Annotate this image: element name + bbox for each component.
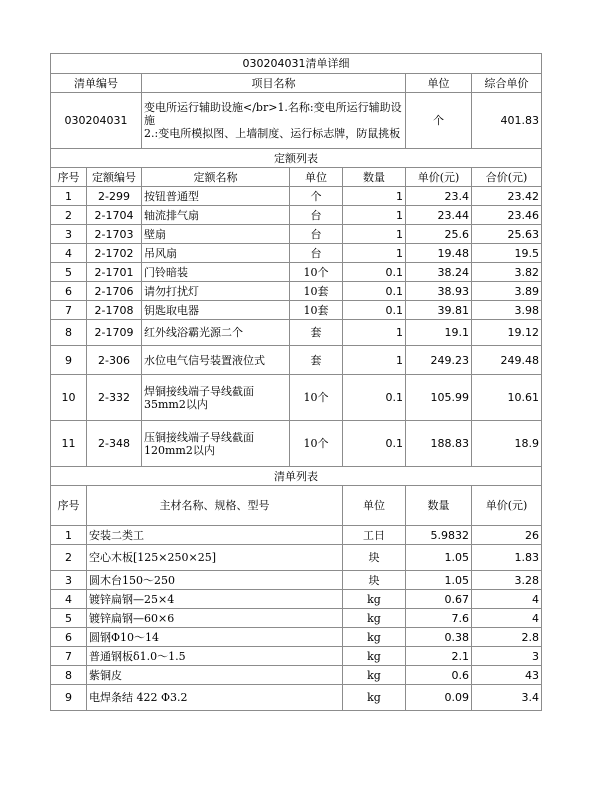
quota-row	[51, 225, 542, 244]
quota-qty: 1	[343, 244, 406, 263]
quota-price: 23.44	[406, 206, 472, 225]
quota-code: 2-1708	[87, 301, 142, 320]
page-title: 030204031清单详细	[51, 54, 542, 74]
quota-name: 焊铜接线端子导线截面35mm2以内	[142, 375, 290, 421]
material-name: 空心木板[125×250×25]	[87, 545, 343, 571]
material-price: 3	[472, 647, 542, 666]
item-header-row	[51, 74, 542, 93]
quota-row	[51, 301, 542, 320]
quota-rows	[51, 187, 542, 467]
quota-name: 按钮普通型	[142, 187, 290, 206]
material-row	[51, 609, 542, 628]
quota-code: 2-306	[87, 346, 142, 375]
quota-name: 红外线浴霸光源二个	[142, 320, 290, 346]
quota-no: 2	[51, 206, 87, 225]
quota-name: 请勿打扰灯	[142, 282, 290, 301]
quota-no: 4	[51, 244, 87, 263]
material-price: 43	[472, 666, 542, 685]
title-row	[51, 54, 542, 74]
quota-price: 39.81	[406, 301, 472, 320]
material-qty: 0.38	[406, 628, 472, 647]
quota-price: 25.6	[406, 225, 472, 244]
quota-unit: 10套	[290, 301, 343, 320]
material-unit: kg	[343, 609, 406, 628]
material-unit: kg	[343, 628, 406, 647]
item-code: 030204031	[51, 93, 142, 149]
materials-col-no: 序号	[51, 486, 87, 526]
quota-code: 2-1706	[87, 282, 142, 301]
quota-unit: 套	[290, 346, 343, 375]
quota-code: 2-1702	[87, 244, 142, 263]
quota-code: 2-1703	[87, 225, 142, 244]
quota-code: 2-1709	[87, 320, 142, 346]
quota-code: 2-1704	[87, 206, 142, 225]
material-row	[51, 526, 542, 545]
material-price: 3.28	[472, 571, 542, 590]
quota-row	[51, 244, 542, 263]
quota-no: 9	[51, 346, 87, 375]
quota-qty: 1	[343, 206, 406, 225]
material-row	[51, 647, 542, 666]
quota-total: 18.9	[472, 421, 542, 467]
material-qty: 2.1	[406, 647, 472, 666]
quota-price: 105.99	[406, 375, 472, 421]
quota-col-qty: 数量	[343, 168, 406, 187]
material-no: 7	[51, 647, 87, 666]
quota-no: 3	[51, 225, 87, 244]
material-unit: kg	[343, 685, 406, 711]
quota-name: 门铃暗装	[142, 263, 290, 282]
material-no: 6	[51, 628, 87, 647]
material-no: 5	[51, 609, 87, 628]
material-name: 安装二类工	[87, 526, 343, 545]
materials-section-row	[51, 467, 542, 486]
quota-col-code: 定额编号	[87, 168, 142, 187]
item-unit: 个	[406, 93, 472, 149]
material-price: 4	[472, 590, 542, 609]
quota-code: 2-348	[87, 421, 142, 467]
quota-row	[51, 421, 542, 467]
col-header-name: 项目名称	[142, 74, 406, 93]
material-no: 3	[51, 571, 87, 590]
quota-unit: 10套	[290, 282, 343, 301]
material-price: 1.83	[472, 545, 542, 571]
materials-rows	[51, 526, 542, 711]
quota-name: 轴流排气扇	[142, 206, 290, 225]
quota-total: 23.46	[472, 206, 542, 225]
col-header-price: 综合单价	[472, 74, 542, 93]
material-unit: kg	[343, 666, 406, 685]
quota-name: 水位电气信号装置液位式	[142, 346, 290, 375]
quota-section-row	[51, 149, 542, 168]
quota-price: 19.1	[406, 320, 472, 346]
material-name: 普通钢板δ1.0～1.5	[87, 647, 343, 666]
quota-row	[51, 346, 542, 375]
quota-col-price: 单价(元)	[406, 168, 472, 187]
item-price: 401.83	[472, 93, 542, 149]
material-qty: 0.09	[406, 685, 472, 711]
quota-price: 23.4	[406, 187, 472, 206]
quota-total: 19.12	[472, 320, 542, 346]
item-row	[51, 93, 542, 149]
material-name: 镀锌扁钢—60×6	[87, 609, 343, 628]
quota-unit: 10个	[290, 263, 343, 282]
quota-price: 19.48	[406, 244, 472, 263]
quota-price: 249.23	[406, 346, 472, 375]
quota-code: 2-332	[87, 375, 142, 421]
material-qty: 0.6	[406, 666, 472, 685]
item-name: 变电所运行辅助设施</br>1.名称:变电所运行辅助设施 2.:变电所模拟图、上墙制度、运行标志牌，防鼠挑板	[142, 93, 406, 149]
materials-header-row	[51, 486, 542, 526]
material-qty: 7.6	[406, 609, 472, 628]
quota-qty: 0.1	[343, 301, 406, 320]
material-row	[51, 545, 542, 571]
quota-name: 壁扇	[142, 225, 290, 244]
material-price: 2.8	[472, 628, 542, 647]
material-unit: kg	[343, 647, 406, 666]
quota-unit: 台	[290, 206, 343, 225]
materials-col-qty: 数量	[406, 486, 472, 526]
quota-row	[51, 320, 542, 346]
quota-qty: 1	[343, 225, 406, 244]
quota-unit: 套	[290, 320, 343, 346]
material-name: 紫铜皮	[87, 666, 343, 685]
material-price: 26	[472, 526, 542, 545]
quota-no: 10	[51, 375, 87, 421]
quota-qty: 0.1	[343, 282, 406, 301]
quota-code: 2-1701	[87, 263, 142, 282]
quota-no: 8	[51, 320, 87, 346]
material-unit: kg	[343, 590, 406, 609]
quota-col-no: 序号	[51, 168, 87, 187]
quota-no: 11	[51, 421, 87, 467]
materials-col-unit: 单位	[343, 486, 406, 526]
quota-total: 25.63	[472, 225, 542, 244]
col-header-code: 清单编号	[51, 74, 142, 93]
materials-section-title: 清单列表	[51, 467, 542, 486]
material-no: 4	[51, 590, 87, 609]
material-no: 1	[51, 526, 87, 545]
col-header-unit: 单位	[406, 74, 472, 93]
quota-name: 吊风扇	[142, 244, 290, 263]
quota-row	[51, 206, 542, 225]
quota-qty: 0.1	[343, 263, 406, 282]
quota-row	[51, 263, 542, 282]
quota-no: 6	[51, 282, 87, 301]
quota-no: 5	[51, 263, 87, 282]
material-no: 9	[51, 685, 87, 711]
quota-name: 钥匙取电器	[142, 301, 290, 320]
material-unit: 块	[343, 545, 406, 571]
quota-section-title: 定额列表	[51, 149, 542, 168]
material-row	[51, 685, 542, 711]
material-name: 电焊条结 422 Φ3.2	[87, 685, 343, 711]
quota-header-row	[51, 168, 542, 187]
material-qty: 1.05	[406, 571, 472, 590]
quota-unit: 10个	[290, 421, 343, 467]
quota-price: 188.83	[406, 421, 472, 467]
quota-total: 3.82	[472, 263, 542, 282]
quota-total: 249.48	[472, 346, 542, 375]
quota-col-name: 定额名称	[142, 168, 290, 187]
material-qty: 0.67	[406, 590, 472, 609]
quota-row	[51, 375, 542, 421]
material-qty: 5.9832	[406, 526, 472, 545]
quota-col-unit: 单位	[290, 168, 343, 187]
material-name: 圆钢Φ10～14	[87, 628, 343, 647]
material-price: 4	[472, 609, 542, 628]
material-name: 镀锌扁钢—25×4	[87, 590, 343, 609]
quota-total: 3.89	[472, 282, 542, 301]
quota-unit: 台	[290, 244, 343, 263]
material-row	[51, 571, 542, 590]
quota-price: 38.93	[406, 282, 472, 301]
quota-qty: 1	[343, 346, 406, 375]
quota-unit: 个	[290, 187, 343, 206]
material-row	[51, 590, 542, 609]
material-qty: 1.05	[406, 545, 472, 571]
quota-total: 3.98	[472, 301, 542, 320]
quota-name: 压铜接线端子导线截面120mm2以内	[142, 421, 290, 467]
quota-price: 38.24	[406, 263, 472, 282]
material-unit: 块	[343, 571, 406, 590]
bill-detail-table	[50, 53, 542, 711]
quota-qty: 1	[343, 187, 406, 206]
quota-no: 7	[51, 301, 87, 320]
quota-row	[51, 187, 542, 206]
quota-col-total: 合价(元)	[472, 168, 542, 187]
material-price: 3.4	[472, 685, 542, 711]
quota-code: 2-299	[87, 187, 142, 206]
material-row	[51, 628, 542, 647]
material-name: 圆木台150～250	[87, 571, 343, 590]
quota-qty: 0.1	[343, 421, 406, 467]
material-unit: 工日	[343, 526, 406, 545]
quota-unit: 10个	[290, 375, 343, 421]
material-no: 2	[51, 545, 87, 571]
material-row	[51, 666, 542, 685]
material-no: 8	[51, 666, 87, 685]
quota-qty: 1	[343, 320, 406, 346]
materials-col-price: 单价(元)	[472, 486, 542, 526]
quota-qty: 0.1	[343, 375, 406, 421]
quota-total: 23.42	[472, 187, 542, 206]
quota-total: 10.61	[472, 375, 542, 421]
quota-unit: 台	[290, 225, 343, 244]
materials-col-name: 主材名称、规格、型号	[87, 486, 343, 526]
quota-no: 1	[51, 187, 87, 206]
quota-total: 19.5	[472, 244, 542, 263]
quota-row	[51, 282, 542, 301]
